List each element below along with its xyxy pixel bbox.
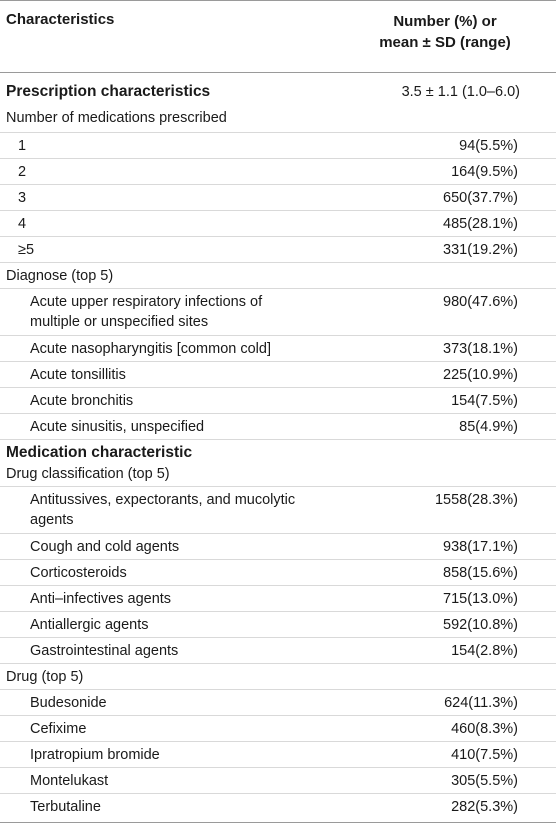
row-label: 4 — [18, 216, 27, 232]
row-label: Antiallergic agents — [30, 617, 149, 633]
row-value: 485(28.1%) — [443, 216, 518, 232]
table-row — [0, 133, 556, 159]
row-label-line1: Acute upper respiratory infections of — [30, 294, 263, 310]
row-label: 1 — [18, 138, 27, 154]
row-value: 858(15.6%) — [443, 565, 518, 581]
row-label-line2: agents — [30, 512, 74, 528]
row-label — [0, 292, 370, 332]
row-label: 3 — [18, 190, 27, 206]
table-row — [0, 586, 556, 612]
table-row — [0, 768, 556, 794]
row-label: 2 — [18, 164, 27, 180]
table-row — [0, 638, 556, 664]
table-row — [0, 263, 556, 289]
table-row — [0, 534, 556, 560]
table-row — [0, 289, 556, 336]
row-value: 650(37.7%) — [443, 190, 518, 206]
row-label: Ipratropium bromide — [30, 747, 160, 763]
row-label-line1: Antitussives, expectorants, and mucolytic — [30, 492, 296, 508]
row-value: 225(10.9%) — [443, 367, 518, 383]
row-label: Diagnose (top 5) — [6, 268, 114, 284]
row-label — [0, 490, 370, 530]
header-characteristics: Characteristics — [6, 11, 115, 28]
row-value: 373(18.1%) — [443, 341, 518, 357]
table-row — [0, 73, 556, 107]
row-label: Drug (top 5) — [6, 669, 84, 685]
table-header — [0, 0, 556, 73]
table-row — [0, 612, 556, 638]
row-value: 154(7.5%) — [451, 393, 518, 409]
table-row — [0, 560, 556, 586]
table-row — [0, 414, 556, 440]
row-value: 624(11.3%) — [444, 695, 518, 711]
table-row — [0, 464, 556, 487]
row-label-line2: multiple or unspecified sites — [30, 314, 209, 330]
row-label: Cough and cold agents — [30, 539, 180, 555]
row-label: Acute tonsillitis — [30, 367, 126, 383]
table-row — [0, 742, 556, 768]
row-label: Acute bronchitis — [30, 393, 134, 409]
table-row — [0, 362, 556, 388]
row-label: Cefixime — [30, 721, 87, 737]
table-row — [0, 159, 556, 185]
header-number-line1: Number (%) or — [393, 13, 497, 30]
row-label: Anti–infectives agents — [30, 591, 172, 607]
row-label: Acute sinusitis, unspecified — [30, 419, 205, 435]
row-label: Gastrointestinal agents — [30, 643, 179, 659]
row-label: Montelukast — [30, 773, 109, 789]
row-label: Medication characteristic — [6, 444, 193, 461]
table-row — [0, 487, 556, 534]
table-row — [0, 664, 556, 690]
row-value: 460(8.3%) — [451, 721, 518, 737]
table-row — [0, 185, 556, 211]
row-value: 305(5.5%) — [451, 773, 518, 789]
row-value: 331(19.2%) — [443, 242, 518, 258]
row-value: 938(17.1%) — [443, 539, 518, 555]
table-row — [0, 336, 556, 362]
row-value: 980(47.6%) — [443, 294, 518, 310]
row-value: 94(5.5%) — [459, 138, 518, 154]
row-value: 410(7.5%) — [451, 747, 518, 763]
row-label: Corticosteroids — [30, 565, 127, 581]
row-value: 1558(28.3%) — [434, 492, 518, 508]
table-row — [0, 211, 556, 237]
row-label: Prescription characteristics — [6, 83, 211, 100]
row-label: Terbutaline — [30, 799, 101, 815]
table-row — [0, 237, 556, 263]
row-label: ≥5 — [18, 242, 35, 258]
row-value: 282(5.3%) — [451, 799, 518, 815]
row-value: 85(4.9%) — [459, 419, 518, 435]
table-row — [0, 716, 556, 742]
header-number-line2: mean ± SD (range) — [379, 34, 511, 51]
row-value: 164(9.5%) — [451, 164, 518, 180]
row-value: 3.5 ± 1.1 (1.0–6.0) — [401, 84, 520, 100]
row-label: Drug classification (top 5) — [6, 466, 170, 482]
row-label: Acute nasopharyngitis [common cold] — [30, 341, 271, 357]
row-value: 592(10.8%) — [443, 617, 518, 633]
header-number — [370, 11, 520, 53]
row-label: Number of medications prescribed — [6, 110, 227, 126]
row-value: 715(13.0%) — [443, 591, 518, 607]
table-row — [0, 690, 556, 716]
table-row — [0, 388, 556, 414]
table-row — [0, 107, 556, 133]
row-value: 154(2.8%) — [451, 643, 518, 659]
row-label: Budesonide — [30, 695, 107, 711]
table-row — [0, 440, 556, 464]
table-row — [0, 794, 556, 823]
